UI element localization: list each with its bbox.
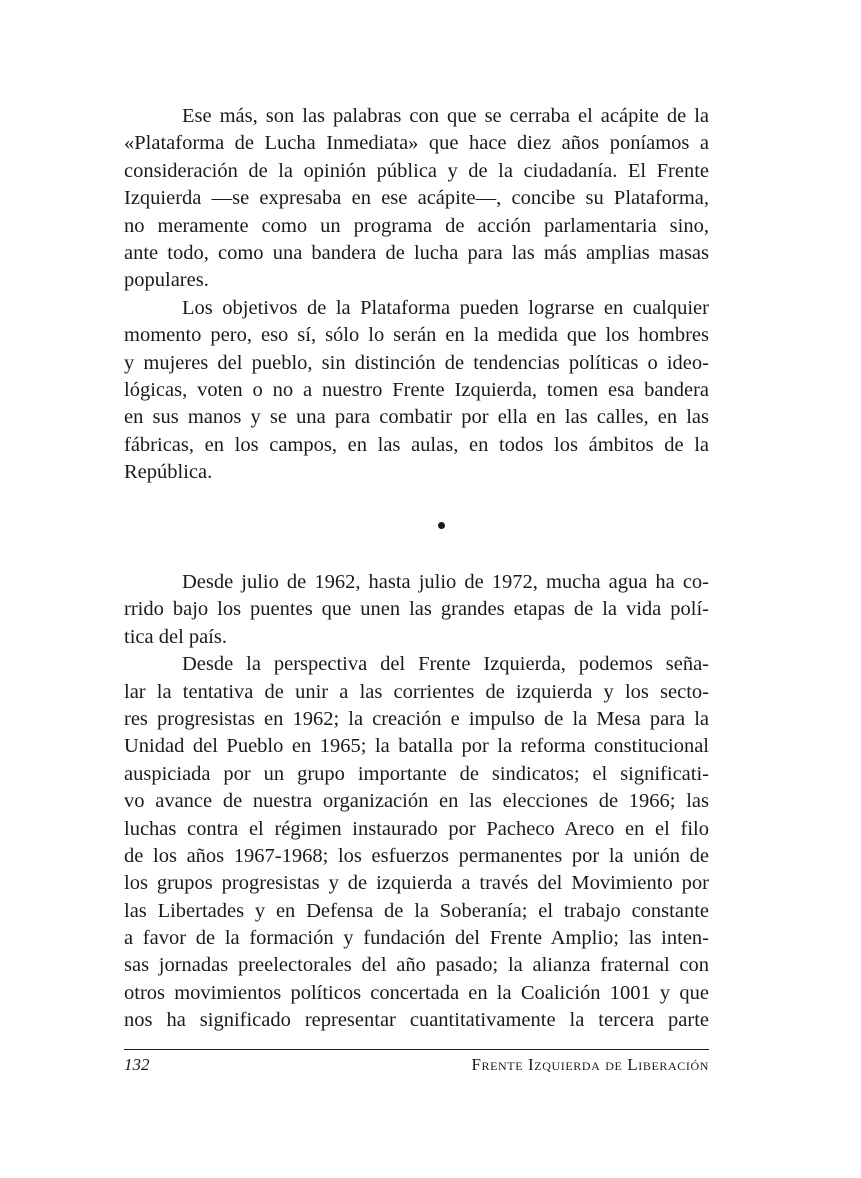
- text-line: consideración de la opinión pública y de la ciudadanía. El Frente: [124, 159, 709, 182]
- text-line: Unidad del Pueblo en 1965; la batalla por la reforma constitucional: [124, 735, 709, 758]
- text-line: otros movimientos políticos concertada en la Coalición 1001 y que: [124, 981, 709, 1004]
- text-line: sas jornadas preelectorales del año pasado; la alianza fraternal con: [124, 954, 709, 977]
- section-separator-dot: [438, 522, 445, 529]
- page-number: 132: [124, 1055, 150, 1074]
- text-line: momento pero, eso sí, sólo lo serán en la medida que los hombres: [124, 324, 709, 347]
- text-line: las Libertades y en Defensa de la Soberanía; el trabajo constante: [124, 899, 709, 922]
- text-line: tica del país.: [124, 625, 228, 648]
- running-title: Frente Izquierda de Liberación: [471, 1055, 709, 1074]
- text-line: los grupos progresistas y de izquierda a través del Movimiento por: [124, 872, 709, 895]
- text-line: en sus manos y se una para combatir por ella en las calles, en las: [124, 406, 709, 429]
- text-line: lar la tentativa de unir a las corrientes de izquierda y los secto-: [124, 680, 709, 703]
- text-line: Desde la perspectiva del Frente Izquierda, podemos seña-: [182, 653, 709, 676]
- section-2-text: [124, 569, 709, 1035]
- text-line: y mujeres del pueblo, sin distinción de tendencias políticas o ideo-: [124, 351, 709, 374]
- text-line: de los años 1967-1968; los esfuerzos permanentes por la unión de: [124, 844, 709, 867]
- text-line: Los objetivos de la Plataforma pueden lograrse en cualquier: [182, 296, 709, 319]
- text-line: «Plataforma de Lucha Inmediata» que hace diez años poníamos a: [124, 132, 709, 155]
- text-line: res progresistas en 1962; la creación e impulso de la Mesa para la: [124, 707, 709, 730]
- text-line: vo avance de nuestra organización en las elecciones de 1966; las: [124, 790, 709, 813]
- text-line: fábricas, en los campos, en las aulas, en todos los ámbitos de la: [124, 433, 709, 456]
- section-1-text: [124, 103, 709, 486]
- text-line: a favor de la formación y fundación del Frente Amplio; las inten-: [124, 927, 709, 950]
- text-line: Desde julio de 1962, hasta julio de 1972, mucha agua ha co-: [182, 571, 709, 593]
- text-line: Izquierda —se expresaba en ese acápite—, concibe su Plataforma,: [124, 187, 709, 210]
- text-line: luchas contra el régimen instaurado por Pacheco Areco en el filo: [124, 817, 709, 840]
- text-line: nos ha significado representar cuantitativamente la tercera parte: [124, 1009, 709, 1032]
- text-line: ante todo, como una bandera de lucha para las más amplias masas: [124, 241, 709, 264]
- text-line: no meramente como un programa de acción parlamentaria sino,: [124, 214, 709, 237]
- footer-rule: [124, 1049, 709, 1050]
- text-line: Ese más, son las palabras con que se cerraba el acápite de la: [182, 105, 709, 127]
- text-line: auspiciada por un grupo importante de sindicatos; el significati-: [124, 762, 709, 785]
- text-line: populares.: [124, 269, 209, 292]
- text-line: República.: [124, 461, 213, 484]
- text-line: rrido bajo los puentes que unen las grandes etapas de la vida polí-: [124, 598, 709, 621]
- text-line: lógicas, voten o no a nuestro Frente Izquierda, tomen esa bandera: [124, 378, 709, 401]
